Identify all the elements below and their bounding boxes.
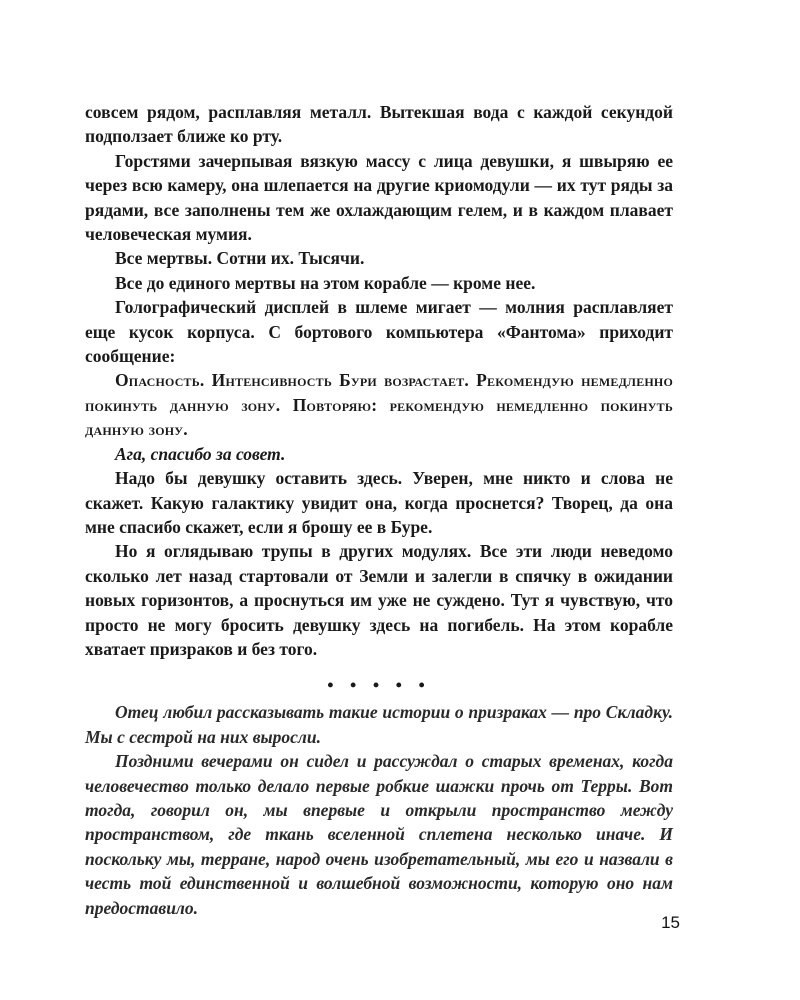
paragraph-5: Голографический дисплей в шлеме мигает — молния расплавляет еще кусок корпуса. С бортового компьютера «Фантома» приходит сообщение: [85,297,673,367]
page-number: 15 [661,913,680,932]
paragraph-3: Все мертвы. Сотни их. Тысячи. [115,248,365,269]
paragraph-4: Все до единого мертвы на этом корабле — кроме нее. [115,272,536,293]
paragraph-8: Надо бы девушку оставить здесь. Уверен, мне никто и слова не скажет. Какую галактику увидит она, когда проснется? Творец, да она мне спасибо скажет, если я брошу ее в Буре. [85,468,673,537]
italic-reply-paragraph: Ага, спасибо за совет. [115,443,286,464]
italic-flashback-block [85,700,673,920]
computer-warning-paragraph: Опасность. Интенсивность Бури возрастает. Рекомендую немедленно покинуть данную зону. Повторяю: рекомендую немедленно покинуть данную зону. [85,370,673,440]
paragraph-1: совсем рядом, расплавляя металл. Вытекшая вода с каждой секундой подползает ближе ко рту. [85,102,673,147]
paragraph-9: Но я оглядываю трупы в других модулях. Все эти люди неведомо сколько лет назад стартовали от Земли и залегли в спячку в ожидании новых горизонтов, а проснуться им уже не суждено. Тут я чувствую, что просто не могу бросить девушку здесь на погибель. На этом корабле хватает призраков и без того. [85,541,673,659]
italic-paragraph-2: Поздними вечерами он сидел и рассуждал о старых временах, когда человечество только делало первые робкие шажки прочь от Терры. Вот тогда, говорил он, мы впервые и открыли пространство между пространством, где ткань вселенной сплетена несколько иначе. И поскольку мы, терране, народ очень изобретательный, мы его и назвали в честь той единственной и волшебной возможности, которую оно нам предоставило. [85,751,673,918]
paragraph-2: Горстями зачерпывая вязкую массу с лица девушки, я швыряю ее через всю камеру, она шлепается на другие криомодули — их тут ряды за рядами, все заполнены тем же охлаждающим гелем, и в каждом плавает человеческая мумия. [85,150,673,245]
italic-paragraph-1: Отец любил рассказывать такие истории о призраках — про Складку. Мы с сестрой на них выросли. [85,702,673,747]
page-body [85,100,673,920]
section-break-dots: • • • • • [327,675,431,696]
